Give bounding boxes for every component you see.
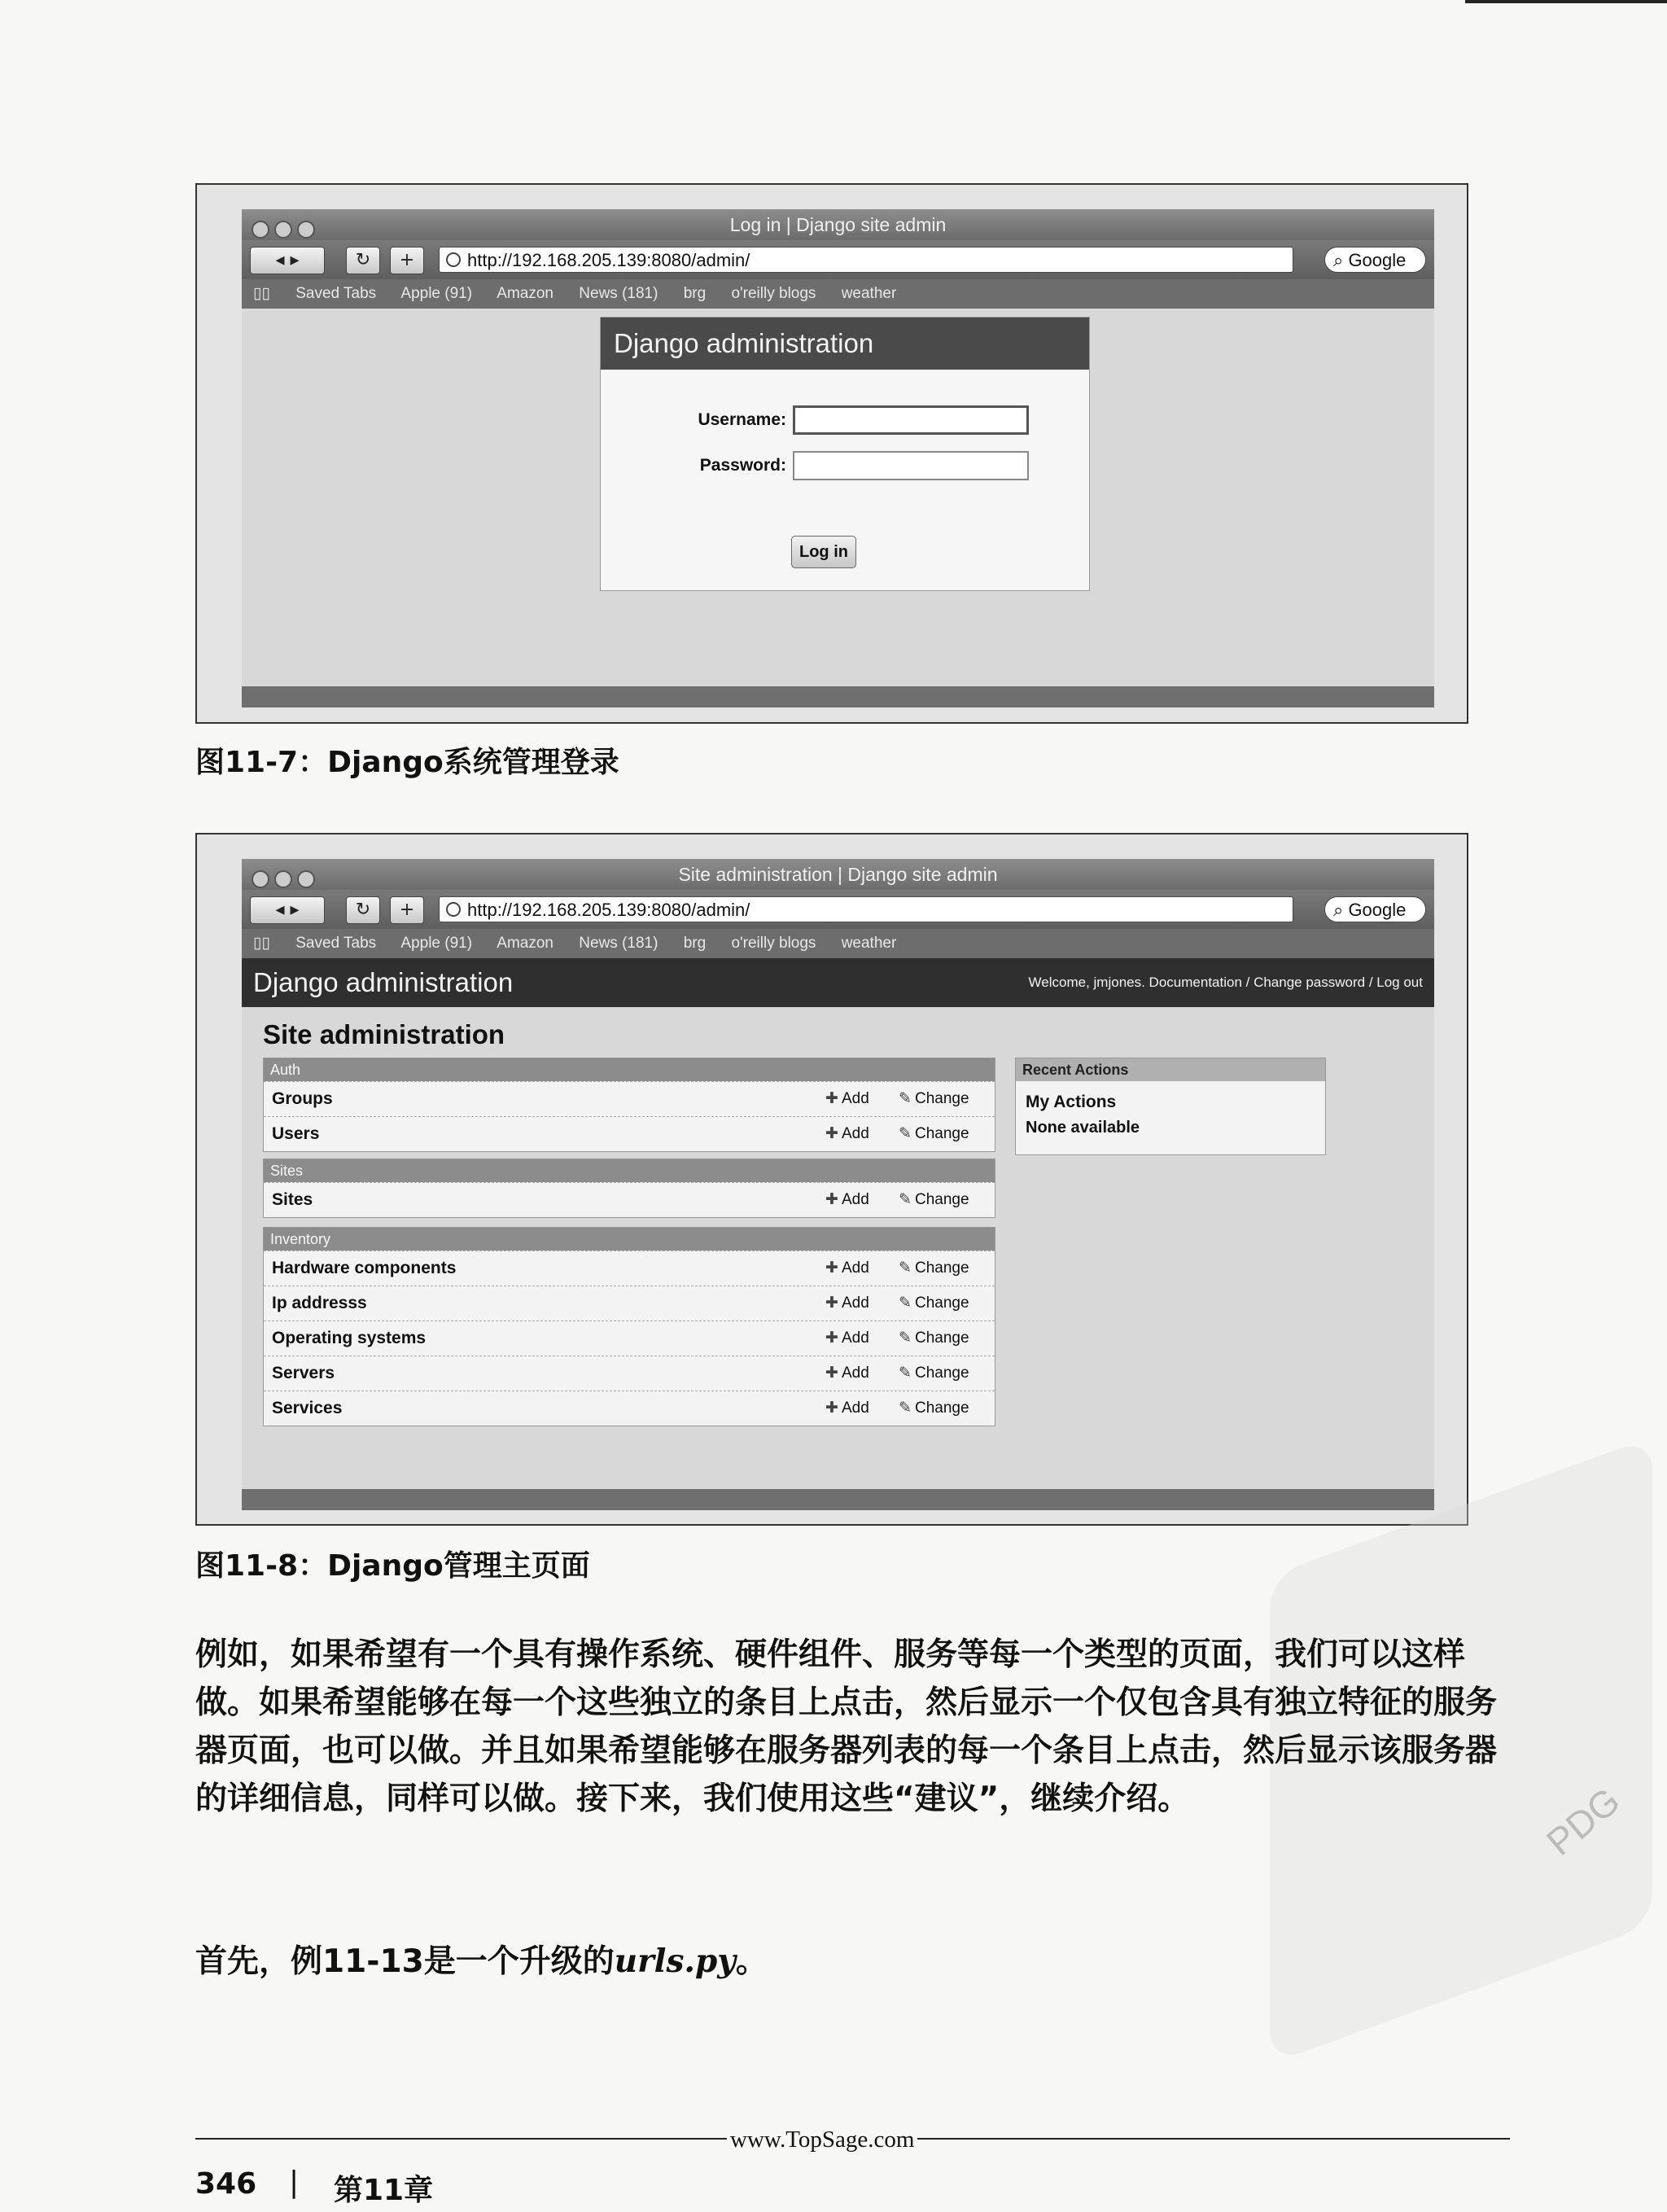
page-content xyxy=(242,958,1434,1489)
footer-url: www.TopSage.com xyxy=(727,2127,917,2153)
module-auth xyxy=(263,1058,995,1152)
figure-caption: 图11-8：Django管理主页面 xyxy=(195,1549,590,1583)
address-bar[interactable] xyxy=(439,896,1293,922)
browser-window xyxy=(242,209,1434,707)
admin-brand[interactable]: Django administration xyxy=(253,967,514,997)
add-link[interactable]: ✚ Add xyxy=(825,1183,869,1217)
search-icon: ⌕ xyxy=(1333,250,1349,270)
model-row xyxy=(264,1356,995,1391)
password-input[interactable] xyxy=(793,451,1029,480)
address-bar[interactable] xyxy=(439,247,1293,273)
back-forward-buttons[interactable]: ◂ ▸ xyxy=(250,896,325,924)
add-link[interactable]: ✚ Add xyxy=(825,1082,869,1116)
pencil-icon: ✎ xyxy=(899,1191,912,1208)
pencil-icon: ✎ xyxy=(899,1259,912,1277)
close-window-icon[interactable] xyxy=(252,221,269,239)
add-link[interactable]: ✚ Add xyxy=(825,1286,869,1321)
window-title: Site administration | Django site admin xyxy=(678,864,998,885)
globe-icon xyxy=(446,902,461,917)
add-bookmark-icon[interactable]: + xyxy=(390,247,424,274)
search-icon: ⌕ xyxy=(1333,900,1349,920)
zoom-window-icon[interactable] xyxy=(297,870,315,888)
globe-icon xyxy=(446,252,461,267)
window-titlebar xyxy=(242,859,1434,890)
username-row xyxy=(601,405,1089,438)
reload-icon[interactable]: ↻ xyxy=(346,247,380,274)
paragraph-text: 首先，例11-13是一个升级的 xyxy=(195,1943,615,1980)
model-row xyxy=(264,1182,995,1217)
figure-login-screenshot xyxy=(195,183,1468,724)
status-bar xyxy=(242,686,1434,707)
bookmark-item[interactable]: o'reilly blogs xyxy=(731,935,816,952)
change-link[interactable]: ✎ Change xyxy=(899,1183,969,1217)
bookmarks-icon[interactable]: ▯▯ xyxy=(253,285,270,302)
add-icon: ✚ xyxy=(825,1191,838,1208)
password-row xyxy=(601,451,1089,484)
watermark-text: PDG xyxy=(1538,1779,1628,1864)
change-link[interactable]: ✎ Change xyxy=(899,1117,969,1151)
model-link[interactable]: Services xyxy=(272,1399,343,1417)
change-link[interactable]: ✎ Change xyxy=(899,1286,969,1321)
add-bookmark-icon[interactable]: + xyxy=(390,896,424,924)
search-field[interactable] xyxy=(1324,247,1426,273)
bookmark-item[interactable]: brg xyxy=(683,935,707,952)
bookmark-item[interactable]: Saved Tabs xyxy=(295,285,377,302)
add-link[interactable]: ✚ Add xyxy=(825,1117,869,1151)
model-row xyxy=(264,1321,995,1356)
model-row xyxy=(264,1286,995,1321)
no-actions-text: None available xyxy=(1026,1119,1140,1137)
bookmark-item[interactable]: weather xyxy=(841,285,897,302)
add-link[interactable]: ✚ Add xyxy=(825,1356,869,1391)
model-link[interactable]: Operating systems xyxy=(272,1329,427,1347)
bookmarks-bar xyxy=(242,929,1434,958)
change-link[interactable]: ✎ Change xyxy=(899,1391,969,1426)
pencil-icon: ✎ xyxy=(899,1294,912,1312)
username-input[interactable] xyxy=(793,405,1029,435)
login-header: Django administration xyxy=(601,318,1089,370)
top-rule xyxy=(1465,0,1667,3)
address-text: http://192.168.205.139:8080/admin/ xyxy=(467,900,750,920)
status-bar xyxy=(242,1489,1434,1510)
page-title: Site administration xyxy=(263,1019,505,1049)
minimize-window-icon[interactable] xyxy=(274,870,292,888)
model-row xyxy=(264,1116,995,1151)
model-link[interactable]: Sites xyxy=(272,1190,313,1209)
change-link[interactable]: ✎ Change xyxy=(899,1356,969,1391)
figure-caption: 图11-7：Django系统管理登录 xyxy=(195,746,619,779)
pencil-icon: ✎ xyxy=(899,1090,912,1107)
search-placeholder: Google xyxy=(1348,250,1407,270)
username-label: Username: xyxy=(698,410,786,429)
body-paragraph: 例如，如果希望有一个具有操作系统、硬件组件、服务等每一个类型的页面，我们可以这样做。如果希望能够在每一个这些独立的条目上点击，然后显示一个仅包含具有独立特征的服务器页面，也可以做。并且如果希望能够在服务器列表的每一个条目上点击，然后显示该服务器的详细信息，同样可以做。接下来，我们使用这些“建议”，继续介绍。 xyxy=(195,1636,1498,1817)
zoom-window-icon[interactable] xyxy=(297,221,315,239)
recent-actions-header: Recent Actions xyxy=(1016,1058,1325,1081)
module-header[interactable]: Auth xyxy=(264,1058,995,1081)
paragraph-text: 。 xyxy=(735,1943,768,1980)
bookmark-item[interactable]: Amazon xyxy=(497,935,553,952)
add-icon: ✚ xyxy=(825,1399,838,1417)
window-title: Log in | Django site admin xyxy=(729,214,947,235)
page-content xyxy=(242,309,1434,686)
admin-header xyxy=(242,958,1434,1007)
bookmark-item[interactable]: Apple (91) xyxy=(400,285,473,302)
pencil-icon: ✎ xyxy=(899,1364,912,1382)
model-row xyxy=(264,1391,995,1426)
model-link[interactable]: Groups xyxy=(272,1089,333,1108)
add-icon: ✚ xyxy=(825,1329,838,1347)
bookmark-item[interactable]: Amazon xyxy=(497,285,553,302)
module-header[interactable]: Sites xyxy=(264,1159,995,1182)
bookmark-item[interactable]: weather xyxy=(841,935,897,952)
add-icon: ✚ xyxy=(825,1364,838,1382)
pencil-icon: ✎ xyxy=(899,1329,912,1347)
add-icon: ✚ xyxy=(825,1294,838,1312)
password-label: Password: xyxy=(699,456,786,475)
reload-icon[interactable]: ↻ xyxy=(346,896,380,924)
bookmark-item[interactable]: Apple (91) xyxy=(400,935,473,952)
minimize-window-icon[interactable] xyxy=(274,221,292,239)
change-link[interactable]: ✎ Change xyxy=(899,1321,969,1356)
user-tools[interactable]: Welcome, jmjones. Documentation / Change password / Log out xyxy=(1028,975,1423,990)
browser-window xyxy=(242,859,1434,1510)
page-number: 346 xyxy=(195,2167,257,2201)
body-paragraph xyxy=(195,1938,1514,1986)
bookmark-item[interactable]: News (181) xyxy=(579,285,658,302)
login-button[interactable]: Log in xyxy=(791,536,856,568)
footer-separator: | xyxy=(289,2166,300,2199)
bookmarks-bar xyxy=(242,279,1434,309)
bookmark-item[interactable]: o'reilly blogs xyxy=(731,285,816,302)
add-link[interactable]: ✚ Add xyxy=(825,1251,869,1286)
browser-toolbar xyxy=(242,240,1434,279)
model-link[interactable]: Servers xyxy=(272,1364,335,1382)
pencil-icon: ✎ xyxy=(899,1399,912,1417)
module-inventory xyxy=(263,1227,995,1426)
add-link[interactable]: ✚ Add xyxy=(825,1321,869,1356)
login-box xyxy=(600,317,1090,591)
filename-text: urls.py xyxy=(614,1943,736,1980)
browser-toolbar xyxy=(242,890,1434,929)
module-sites xyxy=(263,1159,995,1218)
bookmarks-icon[interactable]: ▯▯ xyxy=(253,935,270,952)
close-window-icon[interactable] xyxy=(252,870,269,888)
model-row xyxy=(264,1081,995,1116)
add-link[interactable]: ✚ Add xyxy=(825,1391,869,1426)
pencil-icon: ✎ xyxy=(899,1125,912,1142)
bookmark-item[interactable]: Saved Tabs xyxy=(295,935,377,952)
change-link[interactable]: ✎ Change xyxy=(899,1082,969,1116)
bookmark-item[interactable]: News (181) xyxy=(579,935,658,952)
model-link[interactable]: Users xyxy=(272,1124,320,1143)
add-icon: ✚ xyxy=(825,1090,838,1107)
bookmark-item[interactable]: brg xyxy=(683,285,707,302)
change-link[interactable]: ✎ Change xyxy=(899,1251,969,1286)
model-link[interactable]: Ip addresss xyxy=(272,1294,367,1312)
recent-actions-panel xyxy=(1015,1058,1326,1155)
back-forward-buttons[interactable]: ◂ ▸ xyxy=(250,247,325,274)
search-field[interactable] xyxy=(1324,896,1426,922)
search-placeholder: Google xyxy=(1348,900,1407,920)
module-header[interactable]: Inventory xyxy=(264,1228,995,1251)
address-text: http://192.168.205.139:8080/admin/ xyxy=(467,250,750,270)
model-link[interactable]: Hardware components xyxy=(272,1259,457,1277)
add-icon: ✚ xyxy=(825,1259,838,1277)
window-titlebar xyxy=(242,209,1434,240)
chapter-label: 第11章 xyxy=(334,2174,434,2207)
my-actions-heading: My Actions xyxy=(1026,1093,1117,1111)
add-icon: ✚ xyxy=(825,1125,838,1142)
model-row xyxy=(264,1251,995,1286)
figure-admin-screenshot xyxy=(195,833,1468,1526)
